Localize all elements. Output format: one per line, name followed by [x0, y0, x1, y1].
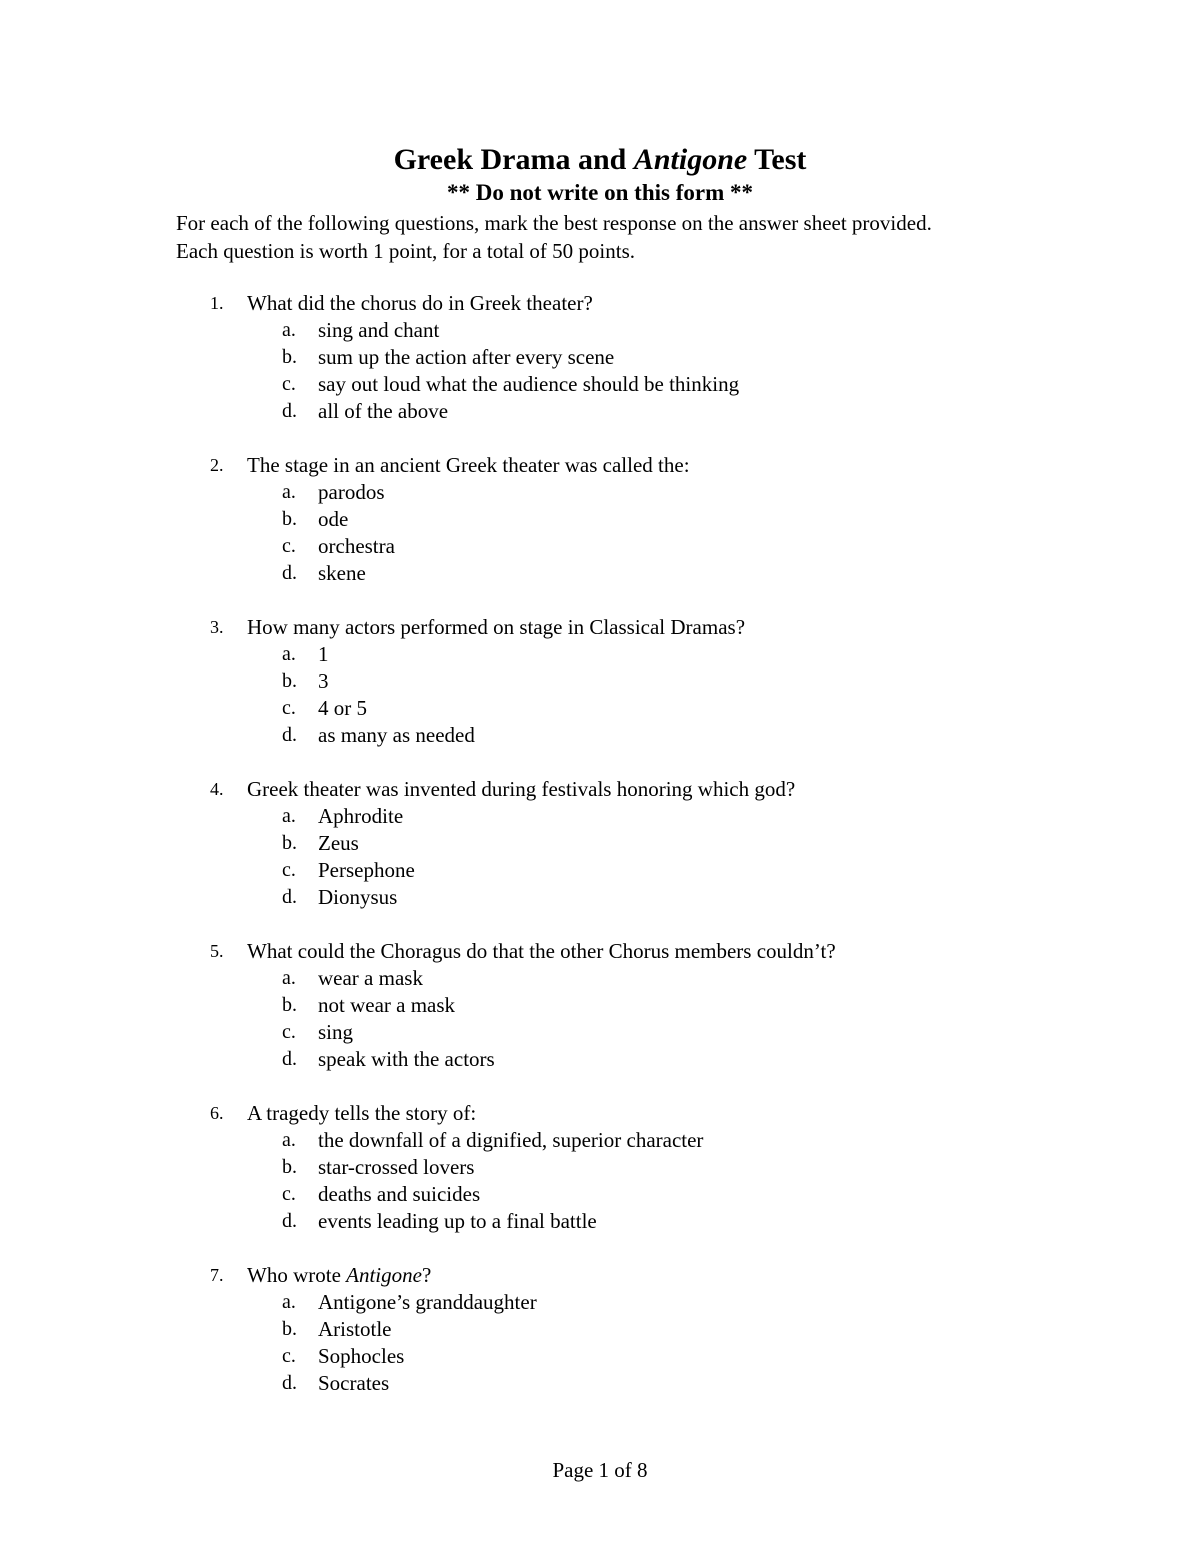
- instructions-line: For each of the following questions, mark the best response on the answer sheet provided.: [176, 211, 932, 235]
- option-letter: d.: [282, 562, 297, 584]
- option-letter: c.: [282, 697, 296, 719]
- option-text: ode: [318, 507, 349, 531]
- option-item: [0, 884, 1200, 911]
- option-item: [0, 1343, 1200, 1370]
- option-item: [0, 695, 1200, 722]
- option-item: [0, 1370, 1200, 1397]
- option-item: [0, 1181, 1200, 1208]
- option-item: [0, 641, 1200, 668]
- option-text: Zeus: [318, 831, 359, 855]
- question-number: 7.: [210, 1265, 224, 1285]
- option-letter: a.: [282, 319, 296, 341]
- option-item: [0, 830, 1200, 857]
- option-item: [0, 506, 1200, 533]
- question-text-pre: Who wrote: [247, 1263, 347, 1287]
- option-letter: b.: [282, 1318, 297, 1340]
- question-number: 1.: [210, 293, 224, 313]
- question-item: [0, 1100, 1200, 1262]
- option-letter: d.: [282, 400, 297, 422]
- option-text: Aphrodite: [318, 804, 404, 828]
- option-item: [0, 344, 1200, 371]
- option-text: Socrates: [318, 1371, 390, 1395]
- question-item: [0, 1262, 1200, 1424]
- page-title: [0, 142, 1200, 178]
- option-text: as many as needed: [318, 723, 475, 747]
- option-text: sing: [318, 1020, 354, 1044]
- option-item: [0, 398, 1200, 425]
- option-item: [0, 1019, 1200, 1046]
- option-letter: d.: [282, 1210, 297, 1232]
- option-letter: d.: [282, 886, 297, 908]
- title-post: Test: [747, 143, 807, 176]
- option-item: [0, 1154, 1200, 1181]
- option-letter: a.: [282, 643, 296, 665]
- option-list: [0, 803, 1200, 911]
- question-text: What did the chorus do in Greek theater?: [247, 291, 593, 315]
- option-text: sum up the action after every scene: [318, 345, 615, 369]
- option-letter: c.: [282, 373, 296, 395]
- option-item: [0, 533, 1200, 560]
- option-text: events leading up to a final battle: [318, 1209, 597, 1233]
- option-list: [0, 317, 1200, 425]
- question-text-post: ?: [421, 1263, 432, 1287]
- option-item: [0, 965, 1200, 992]
- option-letter: d.: [282, 1372, 297, 1394]
- instructions-line: Each question is worth 1 point, for a total of 50 points.: [176, 239, 636, 263]
- option-letter: c.: [282, 1183, 296, 1205]
- option-text: Persephone: [318, 858, 415, 882]
- question-number: 4.: [210, 779, 224, 799]
- option-text: skene: [318, 561, 366, 585]
- option-text: not wear a mask: [318, 993, 456, 1017]
- option-item: [0, 722, 1200, 749]
- option-text: Antigone’s granddaughter: [318, 1290, 537, 1314]
- question-text: How many actors performed on stage in Classical Dramas?: [247, 615, 746, 639]
- option-item: [0, 992, 1200, 1019]
- option-letter: d.: [282, 1048, 297, 1070]
- instructions: [176, 209, 1076, 265]
- option-list: [0, 965, 1200, 1073]
- title-italic: Antigone: [633, 143, 748, 176]
- option-letter: b.: [282, 832, 297, 854]
- question-text: What could the Choragus do that the other Chorus members couldn’t?: [247, 939, 836, 963]
- option-letter: a.: [282, 967, 296, 989]
- option-list: [0, 479, 1200, 587]
- option-item: [0, 668, 1200, 695]
- option-text: the downfall of a dignified, superior character: [318, 1128, 704, 1152]
- option-text: parodos: [318, 480, 385, 504]
- question-text: A tragedy tells the story of:: [247, 1101, 477, 1125]
- option-text: all of the above: [318, 399, 449, 423]
- option-text: 1: [318, 642, 329, 666]
- option-text: Sophocles: [318, 1344, 405, 1368]
- question-item: [0, 614, 1200, 776]
- question-item: [0, 452, 1200, 614]
- question-number: 2.: [210, 455, 224, 475]
- question-number: 3.: [210, 617, 224, 637]
- question-number: 6.: [210, 1103, 224, 1123]
- question-item: [0, 938, 1200, 1100]
- option-item: [0, 317, 1200, 344]
- option-text: sing and chant: [318, 318, 440, 342]
- option-letter: d.: [282, 724, 297, 746]
- question-list: [0, 290, 1200, 1424]
- option-letter: c.: [282, 1021, 296, 1043]
- question-text: The stage in an ancient Greek theater was called the:: [247, 453, 690, 477]
- option-letter: b.: [282, 1156, 297, 1178]
- option-letter: b.: [282, 508, 297, 530]
- option-item: [0, 803, 1200, 830]
- option-item: [0, 479, 1200, 506]
- question-number: 5.: [210, 941, 224, 961]
- option-item: [0, 371, 1200, 398]
- option-text: Aristotle: [318, 1317, 392, 1341]
- option-list: [0, 1127, 1200, 1235]
- page-footer: Page 1 of 8: [552, 1458, 648, 1482]
- page-subtitle: ** Do not write on this form **: [447, 180, 753, 205]
- option-text: say out loud what the audience should be thinking: [318, 372, 740, 396]
- option-letter: b.: [282, 994, 297, 1016]
- option-letter: c.: [282, 535, 296, 557]
- option-text: Dionysus: [318, 885, 398, 909]
- option-letter: b.: [282, 346, 297, 368]
- option-list: [0, 641, 1200, 749]
- option-letter: a.: [282, 805, 296, 827]
- option-letter: a.: [282, 1291, 296, 1313]
- option-letter: a.: [282, 1129, 296, 1151]
- option-item: [0, 857, 1200, 884]
- question-text-italic: Antigone: [346, 1263, 422, 1287]
- option-item: [0, 1208, 1200, 1235]
- title-pre: Greek Drama and: [393, 143, 634, 176]
- question-item: [0, 290, 1200, 452]
- option-text: orchestra: [318, 534, 395, 558]
- option-text: deaths and suicides: [318, 1182, 481, 1206]
- option-text: 3: [318, 669, 329, 693]
- option-item: [0, 1289, 1200, 1316]
- option-item: [0, 1316, 1200, 1343]
- option-text: speak with the actors: [318, 1047, 495, 1071]
- option-letter: b.: [282, 670, 297, 692]
- option-item: [0, 1127, 1200, 1154]
- option-list: [0, 1289, 1200, 1397]
- option-text: star-crossed lovers: [318, 1155, 475, 1179]
- option-text: 4 or 5: [318, 696, 367, 720]
- option-item: [0, 560, 1200, 587]
- question-text: [247, 1262, 431, 1289]
- option-letter: a.: [282, 481, 296, 503]
- option-letter: c.: [282, 1345, 296, 1367]
- question-text: Greek theater was invented during festivals honoring which god?: [247, 777, 796, 801]
- question-item: [0, 776, 1200, 938]
- option-item: [0, 1046, 1200, 1073]
- option-letter: c.: [282, 859, 296, 881]
- option-text: wear a mask: [318, 966, 423, 990]
